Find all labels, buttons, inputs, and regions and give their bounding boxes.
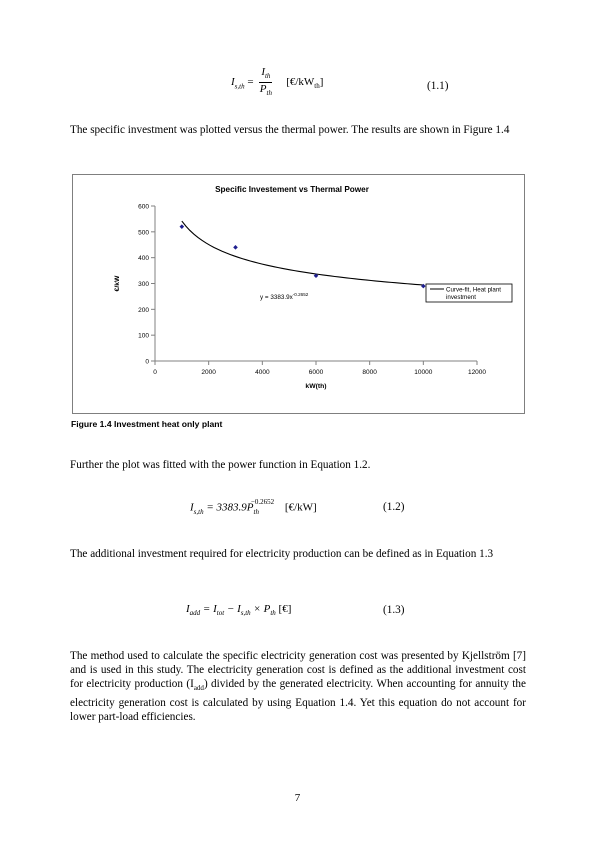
- fraction: $\frac{I_{th}}{P_{th}}$: [259, 66, 272, 98]
- page-number: 7: [294, 792, 301, 804]
- scatter-chart: [73, 175, 524, 413]
- paragraph-2: Further the plot was fitted with the power function in Equation 1.2.: [70, 459, 371, 471]
- equation-1-3: $I_{add} = I_{tot} - I_{s,th} \times P_{th}$ [€]: [186, 603, 292, 618]
- curve-fit-line: [182, 221, 423, 285]
- equation-number-1-3: (1.3): [383, 604, 405, 616]
- equation-number-1-2: (1.2): [383, 501, 405, 513]
- x-tick-label: 0: [153, 369, 157, 376]
- fit-equation-label: [260, 292, 309, 301]
- equation-1-1: $I_{s,th}$ = $\frac{I_{th}}{P_{th}}$ $[€/kW_{th}]$: [231, 66, 324, 98]
- x-tick-label: 8000: [362, 369, 377, 376]
- y-tick-label: 100: [138, 332, 149, 340]
- equation-number-1-1: (1.1): [427, 80, 449, 92]
- legend-label-line2: investment: [446, 294, 476, 301]
- paragraph-3: The additional investment required for electricity production can be defined as in Equation 1.3: [70, 548, 494, 560]
- y-tick-label: 500: [138, 229, 149, 237]
- data-point: [233, 245, 238, 250]
- data-point: [180, 224, 185, 229]
- x-tick-label: 12000: [467, 369, 487, 376]
- x-tick-label: 10000: [414, 369, 433, 376]
- fit-equation-base: y = 3383.9x: [260, 294, 293, 301]
- legend-label-line1: Curve-fit, Heat plant: [446, 286, 502, 294]
- y-tick-label: 200: [138, 306, 149, 314]
- chart-frame: [72, 174, 525, 414]
- paragraph-4: The method used to calculate the specific electricity generation cost was presented by Kjellström [7] and is used in this study. The electricity generation cost is defined as the additional investment cost for electricity production $(I_{add})$ divided by the generated electricity. When accounting for annuity the electricity generation cost is calculated by using Equation 1.4. Yet this equation do not account for lower part-load efficiencies.: [70, 650, 526, 724]
- y-axis-label: €/kW: [114, 275, 121, 292]
- x-tick-label: 2000: [201, 369, 216, 376]
- x-tick-label: 6000: [308, 369, 324, 376]
- fit-equation-exponent: -0.2652: [292, 292, 309, 297]
- chart-title: Specific Investement vs Thermal Power: [215, 185, 369, 194]
- y-tick-label: 400: [138, 255, 149, 263]
- y-tick-label: 0: [145, 358, 149, 366]
- equation-1-2: $I_{s,th} = 3383.9P_{th}^{-0.2652}$ [€/kW]: [190, 498, 317, 516]
- x-tick-label: 4000: [255, 369, 270, 376]
- paragraph-1: The specific investment was plotted versus the thermal power. The results are shown in Figure 1.4: [70, 124, 510, 136]
- y-tick-label: 300: [138, 281, 149, 288]
- figure-caption: Figure 1.4 Investment heat only plant: [71, 419, 223, 429]
- y-tick-label: 600: [138, 203, 149, 211]
- x-axis-label: kW(th): [305, 383, 327, 390]
